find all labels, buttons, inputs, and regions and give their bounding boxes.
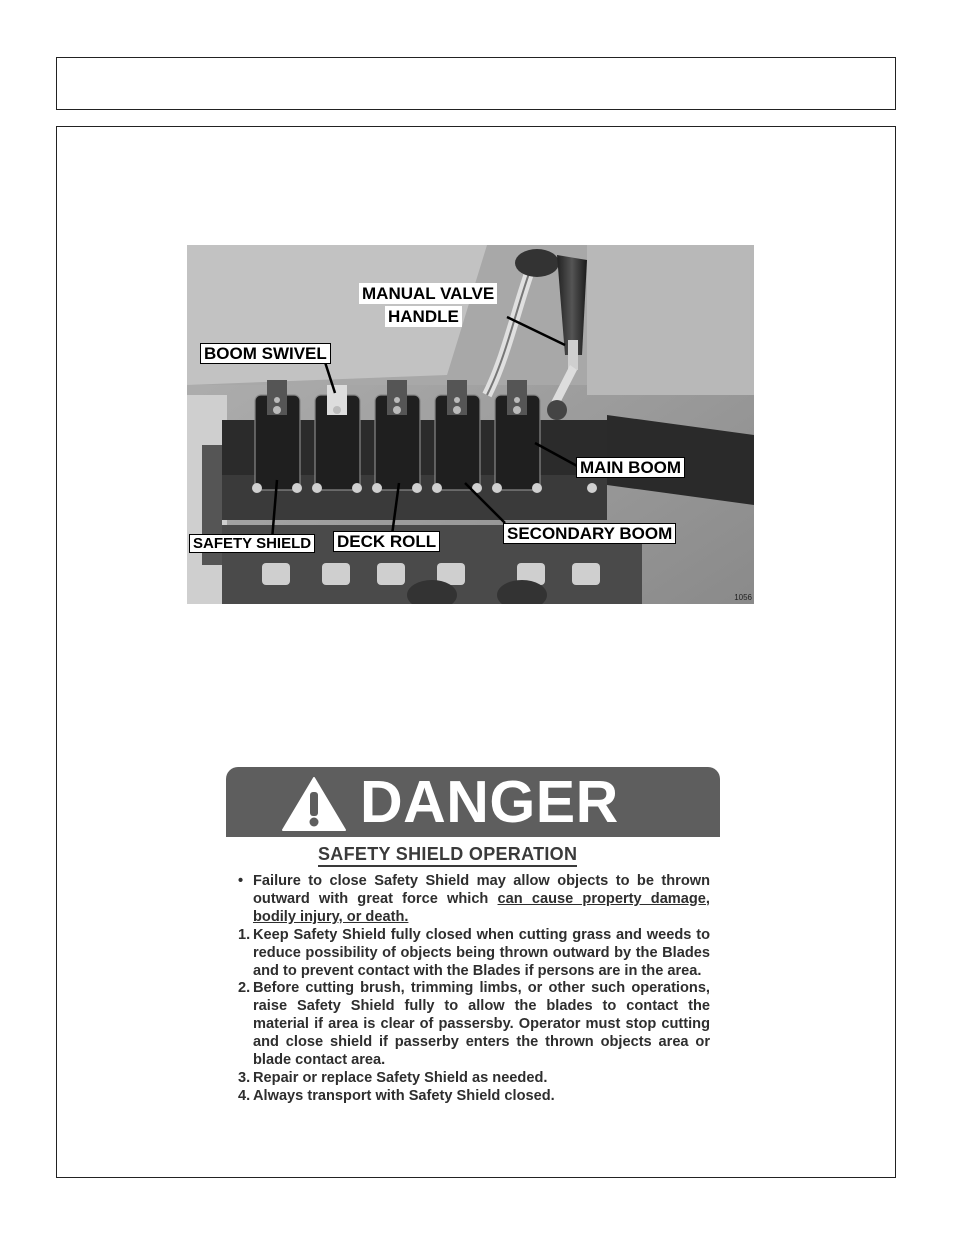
- manual-valve-handle-label-line2: HANDLE: [385, 306, 462, 327]
- item-text: Always transport with Safety Shield closed.: [253, 1087, 555, 1104]
- safety-shield-label: SAFETY SHIELD: [189, 534, 315, 553]
- main-boom-label: MAIN BOOM: [576, 457, 685, 478]
- decal-bullet: [238, 873, 710, 927]
- decal-item-4: [238, 1088, 710, 1106]
- item-text: Repair or replace Safety Shield as needed.: [253, 1069, 548, 1086]
- manual-valve-handle-label-line1: MANUAL VALVE: [359, 283, 497, 304]
- page-header-box: [56, 57, 896, 110]
- item-marker: 1.: [238, 926, 251, 943]
- warning-triangle-icon: [281, 776, 347, 832]
- decal-body: [238, 873, 710, 1106]
- item-marker: 3.: [238, 1069, 251, 1086]
- item-text: Before cutting brush, trimming limbs, or other such operations, raise Safety Shield fully to allow the blades to contact the material if area is clear of passersby. Operator must stop cutting and close shield if passerby enters the thrown objects area or blade contact area.: [253, 980, 710, 1069]
- item-marker: 2.: [238, 980, 251, 997]
- danger-banner: [226, 767, 720, 837]
- decal-item-1: [238, 927, 710, 981]
- decal-item-3: [238, 1070, 710, 1088]
- valve-bank-photo: [187, 245, 754, 604]
- deck-roll-label: DECK ROLL: [333, 531, 440, 552]
- bullet-underlined-text: can cause property damage, bodily injury, or death.: [253, 890, 710, 925]
- decal-title: SAFETY SHIELD OPERATION: [318, 844, 577, 867]
- item-text: Keep Safety Shield fully closed when cutting grass and weeds to reduce possibility of objects being thrown outward by the Blades and to prevent contact with the Blades if persons are in the area.: [253, 926, 710, 979]
- bullet-text: Failure to close Safety Shield may allow objects to be thrown outward with great force which: [253, 873, 710, 907]
- danger-signal-word: DANGER: [360, 769, 619, 835]
- figure-id: 1056: [734, 593, 752, 602]
- item-marker: 4.: [238, 1087, 251, 1104]
- bullet-marker: •: [238, 873, 244, 889]
- secondary-boom-label: SECONDARY BOOM: [503, 523, 676, 544]
- boom-swivel-label: BOOM SWIVEL: [200, 343, 331, 364]
- danger-decal: [226, 767, 720, 1152]
- decal-item-2: [238, 980, 710, 1070]
